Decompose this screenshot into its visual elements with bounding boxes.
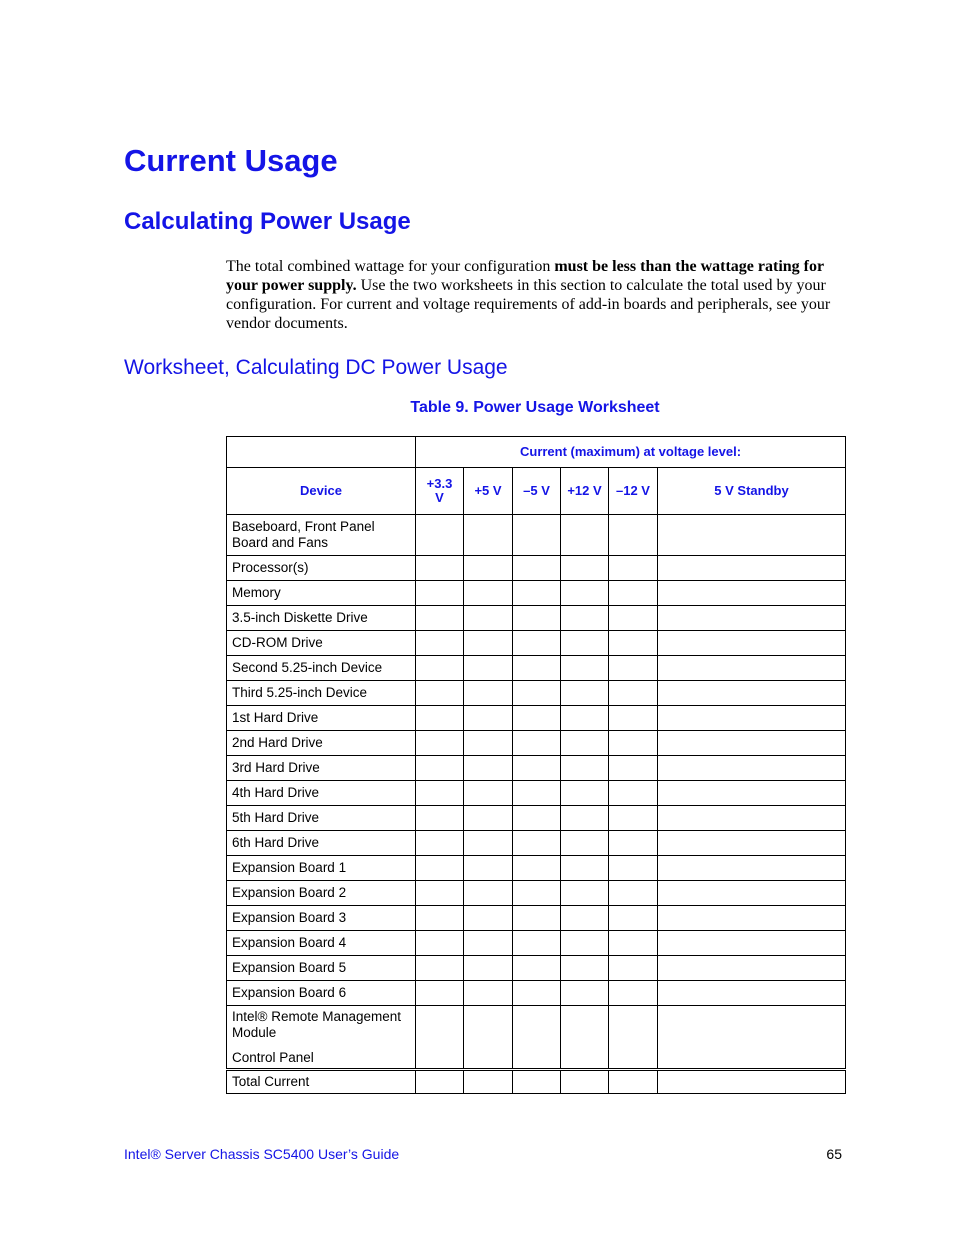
value-cell: [416, 1070, 464, 1094]
value-cell: [658, 881, 846, 906]
page-number: 65: [826, 1146, 842, 1162]
value-cell: [658, 581, 846, 606]
table-row: [227, 881, 846, 906]
voltage-header-12v: +12 V: [561, 468, 609, 515]
value-cell: [416, 831, 464, 856]
device-header: Device: [227, 468, 416, 515]
table-row: [227, 806, 846, 831]
table-row: [227, 556, 846, 581]
control-panel-label: Control Panel: [232, 1050, 314, 1065]
value-cell: [561, 1006, 609, 1070]
table-row: [227, 931, 846, 956]
value-cell: [416, 781, 464, 806]
value-cell: [609, 556, 658, 581]
value-cell: [658, 806, 846, 831]
table-row: [227, 631, 846, 656]
footer-title: Intel® Server Chassis SC5400 User’s Guide: [124, 1146, 400, 1162]
table-row: [227, 656, 846, 681]
table-row: [227, 956, 846, 981]
value-cell: [561, 981, 609, 1006]
table-row: [227, 856, 846, 881]
value-cell: [416, 806, 464, 831]
value-cell: [513, 881, 561, 906]
value-cell: [609, 1006, 658, 1070]
section-heading: Calculating Power Usage: [124, 208, 411, 235]
value-cell: [609, 781, 658, 806]
value-cell: [561, 515, 609, 556]
value-cell: [609, 681, 658, 706]
value-cell: [658, 731, 846, 756]
value-cell: [416, 606, 464, 631]
value-cell: [658, 681, 846, 706]
value-cell: [609, 931, 658, 956]
value-cell: [464, 656, 513, 681]
value-cell: [513, 906, 561, 931]
value-cell: [464, 681, 513, 706]
value-cell: [609, 581, 658, 606]
value-cell: [609, 881, 658, 906]
device-cell: Expansion Board 3: [227, 906, 416, 931]
value-cell: [513, 515, 561, 556]
value-cell: [561, 606, 609, 631]
value-cell: [464, 806, 513, 831]
value-cell: [416, 881, 464, 906]
value-cell: [464, 706, 513, 731]
group-header: Current (maximum) at voltage level:: [416, 437, 846, 468]
device-cell: Expansion Board 4: [227, 931, 416, 956]
value-cell: [464, 515, 513, 556]
value-cell: [464, 556, 513, 581]
value-cell: [464, 856, 513, 881]
value-cell: [513, 606, 561, 631]
value-cell: [658, 556, 846, 581]
value-cell: [513, 1070, 561, 1094]
value-cell: [609, 981, 658, 1006]
value-cell: [609, 631, 658, 656]
intro-paragraph: [226, 257, 846, 333]
device-cell: 3.5-inch Diskette Drive: [227, 606, 416, 631]
value-cell: [464, 781, 513, 806]
value-cell: [416, 856, 464, 881]
device-cell: Expansion Board 6: [227, 981, 416, 1006]
table-row: [227, 706, 846, 731]
device-cell: CD-ROM Drive: [227, 631, 416, 656]
value-cell: [464, 631, 513, 656]
value-cell: [609, 756, 658, 781]
device-cell: 5th Hard Drive: [227, 806, 416, 831]
value-cell: [464, 756, 513, 781]
value-cell: [464, 581, 513, 606]
value-cell: [513, 981, 561, 1006]
value-cell: [561, 631, 609, 656]
value-cell: [658, 656, 846, 681]
value-cell: [658, 856, 846, 881]
value-cell: [609, 956, 658, 981]
table-row: [227, 681, 846, 706]
value-cell: [658, 515, 846, 556]
table-row: [227, 756, 846, 781]
voltage-header-5v: +5 V: [464, 468, 513, 515]
value-cell: [609, 806, 658, 831]
table-row: [227, 981, 846, 1006]
value-cell: [658, 606, 846, 631]
value-cell: [609, 706, 658, 731]
value-cell: [464, 606, 513, 631]
value-cell: [416, 956, 464, 981]
value-cell: [609, 731, 658, 756]
subsection-heading: Worksheet, Calculating DC Power Usage: [124, 356, 508, 379]
value-cell: [609, 906, 658, 931]
value-cell: [464, 931, 513, 956]
value-cell: [416, 556, 464, 581]
value-cell: [658, 756, 846, 781]
table-caption: Table 9. Power Usage Worksheet: [410, 399, 660, 416]
value-cell: [658, 981, 846, 1006]
value-cell: [561, 756, 609, 781]
value-cell: [464, 956, 513, 981]
device-cell: 3rd Hard Drive: [227, 756, 416, 781]
value-cell: [513, 831, 561, 856]
voltage-header-minus5v: –5 V: [513, 468, 561, 515]
value-cell: [609, 856, 658, 881]
value-cell: [464, 881, 513, 906]
value-cell: [561, 681, 609, 706]
voltage-header-minus12v: –12 V: [609, 468, 658, 515]
device-cell: 1st Hard Drive: [227, 706, 416, 731]
device-cell: Processor(s): [227, 556, 416, 581]
device-cell: Expansion Board 5: [227, 956, 416, 981]
value-cell: [658, 706, 846, 731]
value-cell: [416, 1006, 464, 1070]
value-cell: [561, 831, 609, 856]
value-cell: [513, 781, 561, 806]
voltage-header-5v-standby: 5 V Standby: [658, 468, 846, 515]
device-cell: Third 5.25-inch Device: [227, 681, 416, 706]
device-cell: 2nd Hard Drive: [227, 731, 416, 756]
value-cell: [658, 831, 846, 856]
header-empty-cell: [227, 437, 416, 468]
value-cell: [513, 756, 561, 781]
value-cell: [609, 606, 658, 631]
value-cell: [658, 631, 846, 656]
device-cell: 4th Hard Drive: [227, 781, 416, 806]
irmm-label: Intel® Remote Management Module: [232, 1009, 402, 1040]
value-cell: [561, 881, 609, 906]
value-cell: [464, 1006, 513, 1070]
value-cell: [513, 706, 561, 731]
value-cell: [416, 656, 464, 681]
value-cell: [513, 581, 561, 606]
value-cell: [464, 831, 513, 856]
intro-lead: The total combined wattage for your configuration: [226, 258, 555, 275]
value-cell: [416, 631, 464, 656]
device-cell: Expansion Board 1: [227, 856, 416, 881]
intro-rest: Use the two worksheets in this section to calculate the total used by your configuration. For current and voltage requirements of add-in boards and peripherals, see your vendor documents.: [226, 277, 831, 332]
value-cell: [464, 1070, 513, 1094]
value-cell: [513, 1006, 561, 1070]
value-cell: [658, 1006, 846, 1070]
value-cell: [561, 931, 609, 956]
value-cell: [658, 956, 846, 981]
total-label: Total Current: [227, 1070, 416, 1094]
value-cell: [416, 981, 464, 1006]
table-row: [227, 1006, 846, 1070]
value-cell: [416, 681, 464, 706]
value-cell: [609, 515, 658, 556]
value-cell: [464, 906, 513, 931]
value-cell: [561, 806, 609, 831]
table-row: [227, 781, 846, 806]
total-row: [227, 1070, 846, 1094]
power-usage-worksheet: [226, 436, 846, 1094]
value-cell: [416, 731, 464, 756]
device-cell: Memory: [227, 581, 416, 606]
value-cell: [561, 906, 609, 931]
value-cell: [513, 556, 561, 581]
value-cell: [513, 731, 561, 756]
value-cell: [561, 1070, 609, 1094]
value-cell: [416, 706, 464, 731]
header-row-group: [227, 437, 846, 468]
value-cell: [416, 756, 464, 781]
value-cell: [513, 931, 561, 956]
value-cell: [416, 931, 464, 956]
value-cell: [658, 931, 846, 956]
value-cell: [609, 656, 658, 681]
value-cell: [658, 906, 846, 931]
value-cell: [561, 581, 609, 606]
value-cell: [464, 731, 513, 756]
value-cell: [416, 906, 464, 931]
page-title: Current Usage: [124, 143, 338, 178]
device-cell: 6th Hard Drive: [227, 831, 416, 856]
value-cell: [561, 706, 609, 731]
value-cell: [561, 956, 609, 981]
value-cell: [561, 656, 609, 681]
value-cell: [513, 856, 561, 881]
intro-emphasis: must be less than the wattage rating for your power supply.: [226, 258, 824, 294]
value-cell: [416, 581, 464, 606]
value-cell: [609, 1070, 658, 1094]
table-row: [227, 515, 846, 556]
table-row: [227, 606, 846, 631]
value-cell: [513, 956, 561, 981]
table-row: [227, 581, 846, 606]
value-cell: [609, 831, 658, 856]
value-cell: [513, 681, 561, 706]
table-row: [227, 731, 846, 756]
voltage-header-3v3: +3.3 V: [416, 468, 464, 515]
device-cell: Second 5.25-inch Device: [227, 656, 416, 681]
header-row-columns: [227, 468, 846, 515]
device-cell-irmm: [227, 1006, 416, 1070]
value-cell: [658, 781, 846, 806]
value-cell: [416, 515, 464, 556]
value-cell: [513, 631, 561, 656]
value-cell: [561, 856, 609, 881]
table-row: [227, 906, 846, 931]
value-cell: [561, 781, 609, 806]
value-cell: [561, 556, 609, 581]
value-cell: [513, 656, 561, 681]
value-cell: [561, 731, 609, 756]
value-cell: [513, 806, 561, 831]
table-row: [227, 831, 846, 856]
device-cell: Baseboard, Front Panel Board and Fans: [227, 515, 416, 556]
device-cell: Expansion Board 2: [227, 881, 416, 906]
value-cell: [658, 1070, 846, 1094]
value-cell: [464, 981, 513, 1006]
